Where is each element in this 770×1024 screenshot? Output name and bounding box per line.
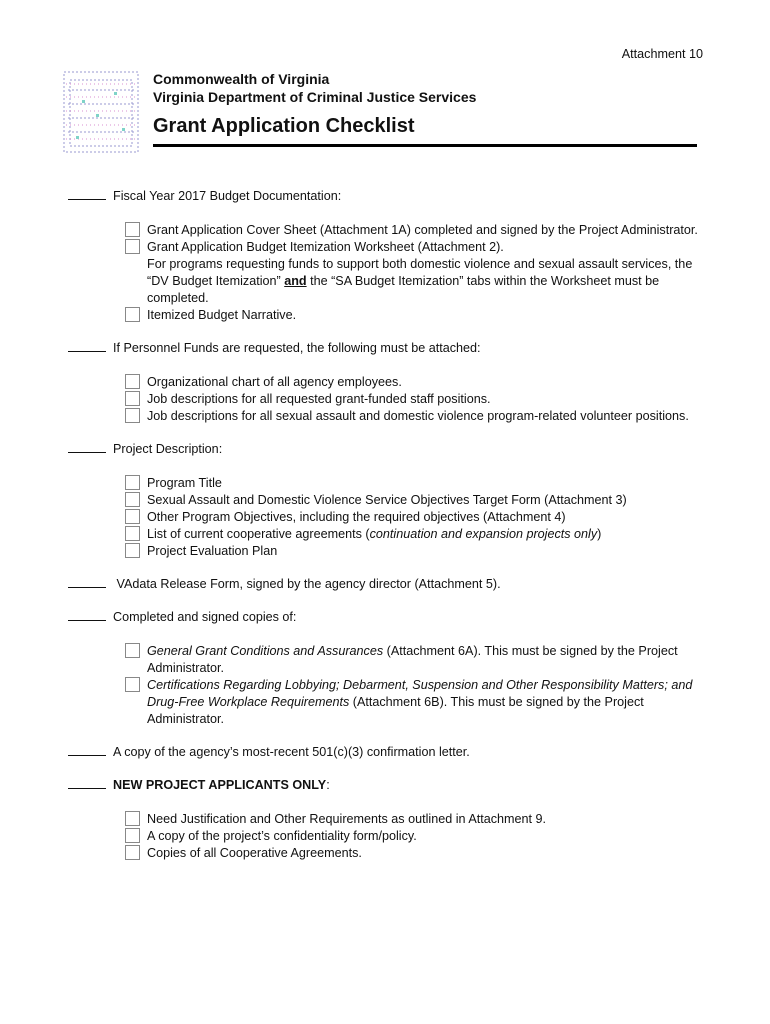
checkbox[interactable] [125,845,140,860]
checkbox[interactable] [125,828,140,843]
checklist-item: Itemized Budget Narrative. [125,307,708,324]
checklist-item: Job descriptions for all sexual assault and domestic violence program-related volunteer positions. [125,408,708,425]
header-rule [153,144,697,147]
checkbox[interactable] [125,643,140,658]
checkbox[interactable] [125,543,140,558]
virginia-seal-logo [62,70,140,154]
checkbox[interactable] [125,239,140,254]
checklist-item: Program Title [125,475,708,492]
checkbox[interactable] [125,677,140,692]
checklist-item: A copy of the project’s confidentiality form/policy. [125,828,708,845]
initial-blank[interactable] [68,743,106,756]
section-heading: If Personnel Funds are requested, the following must be attached: [68,339,708,357]
section-501c3-letter [68,743,708,761]
checklist-item: List of current cooperative agreements (continuation and expansion projects only) [125,526,708,543]
section-heading: Fiscal Year 2017 Budget Documentation: [68,187,708,205]
document-header [153,70,697,138]
checklist-item: Organizational chart of all agency employees. [125,374,708,391]
initial-blank[interactable] [68,187,106,200]
section-heading: Project Description: [68,440,708,458]
checkbox[interactable] [125,222,140,237]
checklist-item: Grant Application Cover Sheet (Attachment 1A) completed and signed by the Project Administrator. [125,222,708,239]
checklist-item: General Grant Conditions and Assurances (Attachment 6A). This must be signed by the Project Administrator. [125,643,708,677]
checklist-item: Grant Application Budget Itemization Worksheet (Attachment 2). For programs requesting funds to support both domestic violence and sexual assault services, the “DV Budget Itemization” and the “SA Budget Itemization” tabs within the Worksheet must be completed. [125,239,708,307]
checklist-item: Need Justification and Other Requirements as outlined in Attachment 9. [125,811,708,828]
initial-blank[interactable] [68,339,106,352]
initial-blank[interactable] [68,776,106,789]
section-project-description [68,440,708,560]
section-heading: NEW PROJECT APPLICANTS ONLY: [68,776,708,794]
initial-blank[interactable] [68,440,106,453]
checklist-item: Certifications Regarding Lobbying; Debarment, Suspension and Other Responsibility Matters; and Drug-Free Workplace Requirements (Attachment 6B). This must be signed by the Project Administrator. [125,677,708,728]
initial-blank[interactable] [68,608,106,621]
checklist-item: Sexual Assault and Domestic Violence Service Objectives Target Form (Attachment 3) [125,492,708,509]
checklist-item: Copies of all Cooperative Agreements. [125,845,708,862]
org-name-line2: Virginia Department of Criminal Justice Services [153,89,477,105]
section-vadata [68,575,708,593]
checkbox[interactable] [125,509,140,524]
section-signed-copies [68,608,708,728]
checkbox[interactable] [125,526,140,541]
checklist-item: Job descriptions for all requested grant-funded staff positions. [125,391,708,408]
section-heading: VAdata Release Form, signed by the agency director (Attachment 5). [68,575,708,593]
checkbox[interactable] [125,374,140,389]
section-heading: A copy of the agency’s most-recent 501(c)(3) confirmation letter. [68,743,708,761]
section-fiscal-budget [68,187,708,324]
checkbox[interactable] [125,307,140,322]
checklist-item: Other Program Objectives, including the required objectives (Attachment 4) [125,509,708,526]
page-title: Grant Application Checklist [153,115,415,137]
org-name-line1: Commonwealth of Virginia [153,71,330,87]
attachment-label: Attachment 10 [621,47,703,61]
section-new-applicants [68,776,708,862]
checkbox[interactable] [125,475,140,490]
section-heading: Completed and signed copies of: [68,608,708,626]
checkbox[interactable] [125,811,140,826]
checklist-item: Project Evaluation Plan [125,543,708,560]
section-personnel [68,339,708,425]
checkbox[interactable] [125,408,140,423]
initial-blank[interactable] [68,575,106,588]
checkbox[interactable] [125,492,140,507]
checkbox[interactable] [125,391,140,406]
checklist-body [68,187,708,877]
